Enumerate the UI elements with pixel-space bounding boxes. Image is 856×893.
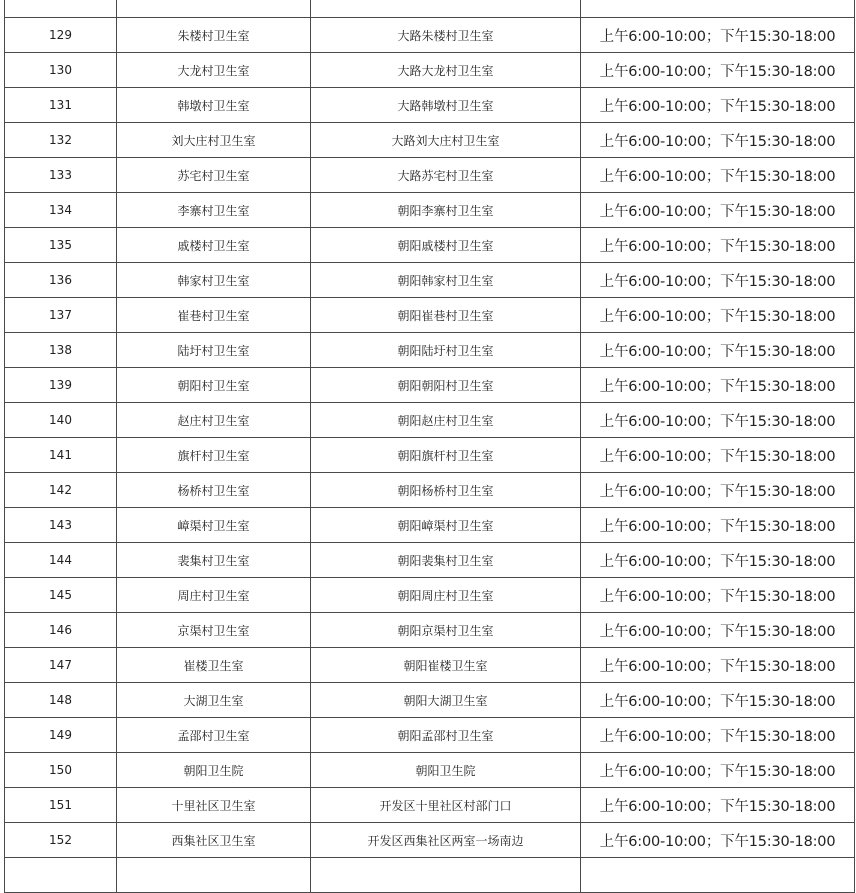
- clinic-address: 朝阳韩家村卫生室: [311, 263, 581, 298]
- row-number: 148: [5, 683, 117, 718]
- service-hours: 上午6:00-10:00；下午15:30-18:00: [581, 578, 855, 613]
- table-row: [5, 823, 855, 858]
- clinic-address: 大路大龙村卫生室: [311, 53, 581, 88]
- service-hours: 上午6:00-10:00；下午15:30-18:00: [581, 613, 855, 648]
- row-number: 136: [5, 263, 117, 298]
- clinic-address: 朝阳卫生院: [311, 753, 581, 788]
- clinic-address: 朝阳杨桥村卫生室: [311, 473, 581, 508]
- row-number: 145: [5, 578, 117, 613]
- clinic-address: 朝阳京渠村卫生室: [311, 613, 581, 648]
- clinic-address: 朝阳崔楼卫生室: [311, 648, 581, 683]
- service-hours: 上午6:00-10:00；下午15:30-18:00: [581, 18, 855, 53]
- row-number: 144: [5, 543, 117, 578]
- partial-cell: [311, 858, 581, 893]
- partial-cell: [311, 0, 581, 18]
- row-number: 133: [5, 158, 117, 193]
- clinic-address: 朝阳大湖卫生室: [311, 683, 581, 718]
- table-row: [5, 753, 855, 788]
- service-hours: 上午6:00-10:00；下午15:30-18:00: [581, 753, 855, 788]
- clinic-name: 十里社区卫生室: [117, 788, 311, 823]
- clinic-address: 朝阳陆圩村卫生室: [311, 333, 581, 368]
- table-row: [5, 403, 855, 438]
- clinic-address: 朝阳裴集村卫生室: [311, 543, 581, 578]
- clinic-name: 朝阳卫生院: [117, 753, 311, 788]
- table-row: [5, 473, 855, 508]
- service-hours: 上午6:00-10:00；下午15:30-18:00: [581, 438, 855, 473]
- service-hours: 上午6:00-10:00；下午15:30-18:00: [581, 263, 855, 298]
- partial-cell: [581, 858, 855, 893]
- service-hours: 上午6:00-10:00；下午15:30-18:00: [581, 543, 855, 578]
- table-row: [5, 683, 855, 718]
- service-hours: 上午6:00-10:00；下午15:30-18:00: [581, 158, 855, 193]
- table-row: [5, 368, 855, 403]
- table-row: [5, 718, 855, 753]
- clinic-name: 韩墩村卫生室: [117, 88, 311, 123]
- row-number: 138: [5, 333, 117, 368]
- clinic-name: 京渠村卫生室: [117, 613, 311, 648]
- table-row: [5, 578, 855, 613]
- clinic-name: 朱楼村卫生室: [117, 18, 311, 53]
- row-number: 131: [5, 88, 117, 123]
- clinic-name: 韩家村卫生室: [117, 263, 311, 298]
- service-hours: 上午6:00-10:00；下午15:30-18:00: [581, 368, 855, 403]
- row-number: 135: [5, 228, 117, 263]
- row-number: 149: [5, 718, 117, 753]
- service-hours: 上午6:00-10:00；下午15:30-18:00: [581, 718, 855, 753]
- row-number: 141: [5, 438, 117, 473]
- clinic-name: 大湖卫生室: [117, 683, 311, 718]
- clinic-name: 陆圩村卫生室: [117, 333, 311, 368]
- row-number: 137: [5, 298, 117, 333]
- table-row-top-partial: [5, 0, 855, 18]
- clinic-name: 苏宅村卫生室: [117, 158, 311, 193]
- clinic-address: 朝阳孟邵村卫生室: [311, 718, 581, 753]
- service-hours: 上午6:00-10:00；下午15:30-18:00: [581, 823, 855, 858]
- clinic-address: 朝阳李寨村卫生室: [311, 193, 581, 228]
- service-hours: 上午6:00-10:00；下午15:30-18:00: [581, 193, 855, 228]
- table-row-bottom-partial: [5, 858, 855, 893]
- service-hours: 上午6:00-10:00；下午15:30-18:00: [581, 53, 855, 88]
- partial-cell: [117, 0, 311, 18]
- table-row: [5, 788, 855, 823]
- service-hours: 上午6:00-10:00；下午15:30-18:00: [581, 683, 855, 718]
- clinic-name: 朝阳村卫生室: [117, 368, 311, 403]
- clinic-address: 大路苏宅村卫生室: [311, 158, 581, 193]
- clinic-name: 赵庄村卫生室: [117, 403, 311, 438]
- service-hours: 上午6:00-10:00；下午15:30-18:00: [581, 88, 855, 123]
- clinic-address: 朝阳戚楼村卫生室: [311, 228, 581, 263]
- table-row: [5, 18, 855, 53]
- row-number: 151: [5, 788, 117, 823]
- table-row: [5, 88, 855, 123]
- service-hours: 上午6:00-10:00；下午15:30-18:00: [581, 403, 855, 438]
- table-row: [5, 158, 855, 193]
- row-number: 134: [5, 193, 117, 228]
- clinic-name: 刘大庄村卫生室: [117, 123, 311, 158]
- clinic-name: 崔巷村卫生室: [117, 298, 311, 333]
- row-number: 140: [5, 403, 117, 438]
- row-number: 150: [5, 753, 117, 788]
- clinic-table: [4, 0, 855, 893]
- clinic-address: 朝阳朝阳村卫生室: [311, 368, 581, 403]
- clinic-address: 朝阳赵庄村卫生室: [311, 403, 581, 438]
- row-number: 146: [5, 613, 117, 648]
- service-hours: 上午6:00-10:00；下午15:30-18:00: [581, 298, 855, 333]
- clinic-name: 周庄村卫生室: [117, 578, 311, 613]
- table-row: [5, 298, 855, 333]
- table-row: [5, 263, 855, 298]
- clinic-name: 孟邵村卫生室: [117, 718, 311, 753]
- row-number: 132: [5, 123, 117, 158]
- clinic-address: 大路刘大庄村卫生室: [311, 123, 581, 158]
- clinic-address: 开发区十里社区村部门口: [311, 788, 581, 823]
- clinic-address: 朝阳周庄村卫生室: [311, 578, 581, 613]
- clinic-name: 大龙村卫生室: [117, 53, 311, 88]
- row-number: 143: [5, 508, 117, 543]
- table-row: [5, 53, 855, 88]
- table-row: [5, 228, 855, 263]
- service-hours: 上午6:00-10:00；下午15:30-18:00: [581, 333, 855, 368]
- table-row: [5, 123, 855, 158]
- table-row: [5, 648, 855, 683]
- service-hours: 上午6:00-10:00；下午15:30-18:00: [581, 123, 855, 158]
- clinic-table-body: [5, 0, 855, 893]
- partial-cell: [117, 858, 311, 893]
- partial-cell: [581, 0, 855, 18]
- clinic-name: 嶂渠村卫生室: [117, 508, 311, 543]
- clinic-name: 李寨村卫生室: [117, 193, 311, 228]
- partial-cell: [5, 858, 117, 893]
- service-hours: 上午6:00-10:00；下午15:30-18:00: [581, 508, 855, 543]
- clinic-address: 朝阳嶂渠村卫生室: [311, 508, 581, 543]
- table-row: [5, 613, 855, 648]
- clinic-address: 开发区西集社区两室一场南边: [311, 823, 581, 858]
- clinic-address: 朝阳旗杆村卫生室: [311, 438, 581, 473]
- row-number: 142: [5, 473, 117, 508]
- clinic-address: 朝阳崔巷村卫生室: [311, 298, 581, 333]
- table-row: [5, 508, 855, 543]
- clinic-address: 大路朱楼村卫生室: [311, 18, 581, 53]
- service-hours: 上午6:00-10:00；下午15:30-18:00: [581, 473, 855, 508]
- clinic-name: 崔楼卫生室: [117, 648, 311, 683]
- table-row: [5, 193, 855, 228]
- row-number: 139: [5, 368, 117, 403]
- table-row: [5, 543, 855, 578]
- row-number: 129: [5, 18, 117, 53]
- clinic-name: 裴集村卫生室: [117, 543, 311, 578]
- service-hours: 上午6:00-10:00；下午15:30-18:00: [581, 228, 855, 263]
- table-row: [5, 333, 855, 368]
- clinic-name: 西集社区卫生室: [117, 823, 311, 858]
- service-hours: 上午6:00-10:00；下午15:30-18:00: [581, 788, 855, 823]
- clinic-address: 大路韩墩村卫生室: [311, 88, 581, 123]
- row-number: 152: [5, 823, 117, 858]
- table-row: [5, 438, 855, 473]
- row-number: 147: [5, 648, 117, 683]
- clinic-name: 杨桥村卫生室: [117, 473, 311, 508]
- clinic-name: 旗杆村卫生室: [117, 438, 311, 473]
- clinic-name: 戚楼村卫生室: [117, 228, 311, 263]
- service-hours: 上午6:00-10:00；下午15:30-18:00: [581, 648, 855, 683]
- row-number: 130: [5, 53, 117, 88]
- partial-cell: [5, 0, 117, 18]
